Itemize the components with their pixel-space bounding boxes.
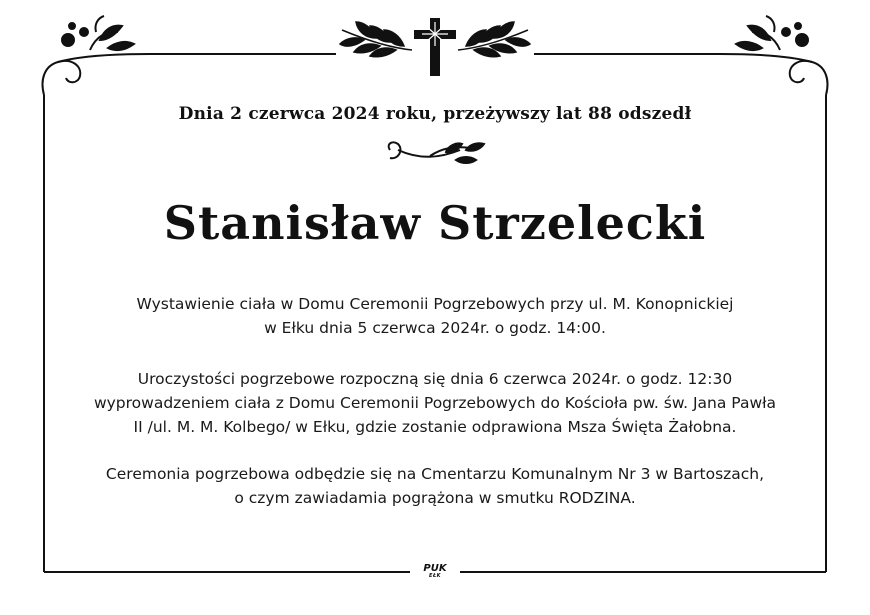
text-line: Wystawienie ciała w Domu Ceremonii Pogrzebowych przy ul. M. Konopnickiej [136,295,734,313]
paragraph-burial [60,462,810,510]
leaf-swirl-divider-icon [389,142,484,163]
text-line: wyprowadzeniem ciała z Domu Ceremonii Pogrzebowych do Kościoła pw. św. Jana Pawła [93,394,777,412]
brand-logo [418,564,452,579]
floral-corner-right-icon [720,16,827,95]
intro-line: Dnia 2 czerwca 2024 roku, przeżywszy lat 88 odszedł [178,104,692,124]
text-line: o czym zawiadamia pogrążona w smutku RODZINA. [234,489,636,507]
text-line: Ceremonia pogrzebowa odbędzie się na Cmentarzu Komunalnym Nr 3 w Bartoszach, [105,465,765,483]
paragraph-viewing [60,292,810,340]
brand-city: EŁK [428,573,442,579]
brand-name: PUK [423,563,447,574]
deceased-name: Stanisław Strzelecki [163,196,707,250]
paragraph-ceremony [60,367,810,439]
cross-with-laurel-icon [340,18,530,76]
text-line: Uroczystości pogrzebowe rozpoczną się dnia 6 czerwca 2024r. o godz. 12:30 [137,370,733,388]
text-line: II /ul. M. M. Kolbego/ w Ełku, gdzie zostanie odprawiona Msza Święta Żałobna. [133,418,737,436]
text-line: w Ełku dnia 5 czerwca 2024r. o godz. 14:00. [264,319,606,337]
floral-corner-left-icon [43,16,150,95]
